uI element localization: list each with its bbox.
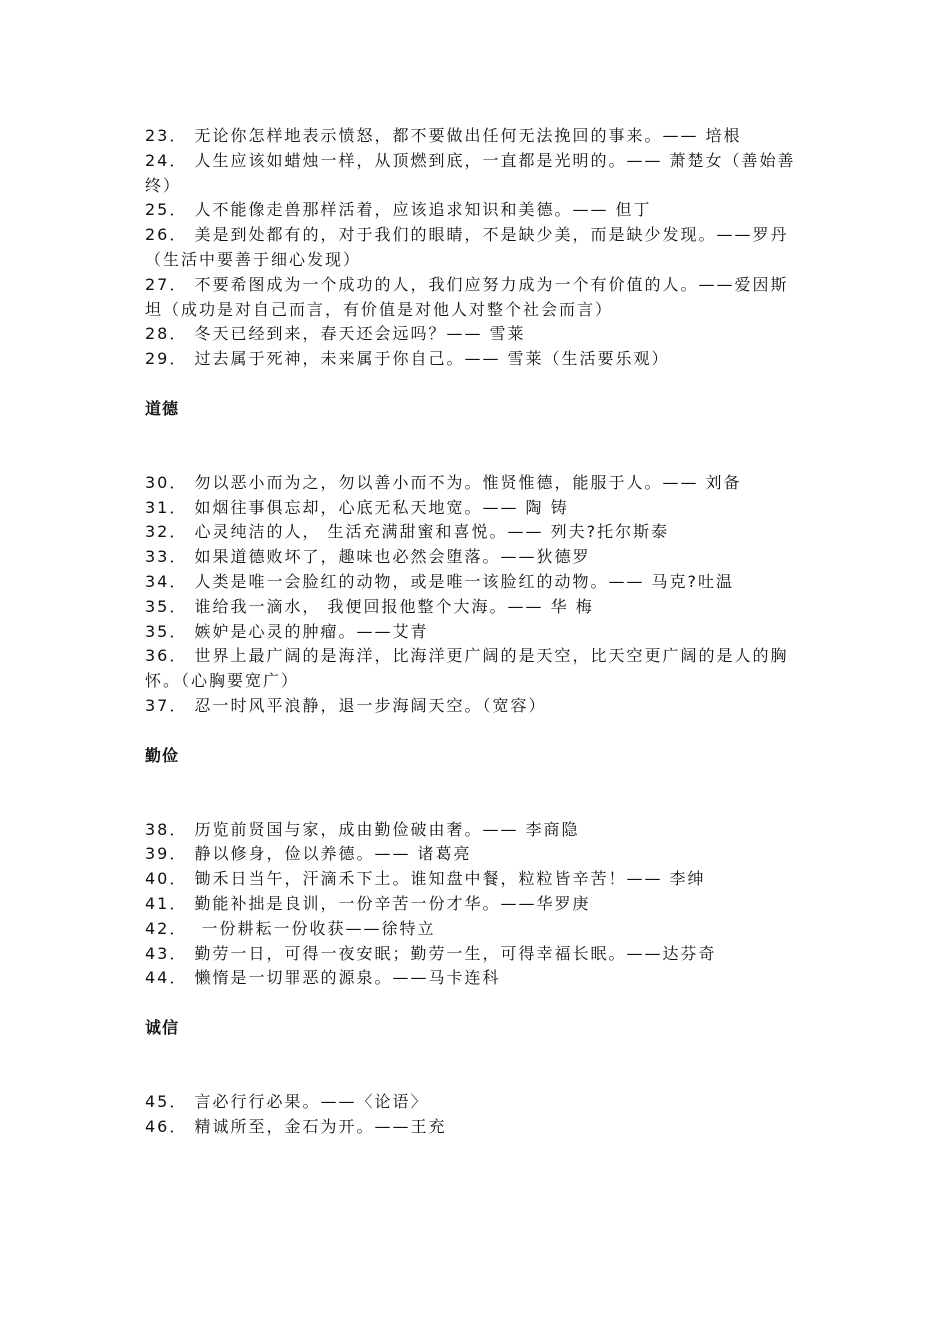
document-body bbox=[145, 124, 805, 1140]
section-heading-thrift: 勤俭 bbox=[145, 745, 180, 765]
quote-line: 24． 人生应该如蜡烛一样，从顶燃到底，一直都是光明的。—— 萧楚女（善始善终） bbox=[145, 150, 796, 195]
quote-line: 29． 过去属于死神，未来属于你自己。—— 雪莱（生活要乐观） bbox=[145, 349, 670, 369]
quote-line: 46． 精诚所至，金石为开。——王充 bbox=[145, 1116, 447, 1136]
quote-line: 41． 勤能补拙是良训，一份辛苦一份才华。——华罗庚 bbox=[145, 893, 591, 913]
quote-section-thrift bbox=[145, 818, 805, 992]
quote-line: 44． 懒惰是一切罪恶的源泉。——马卡连科 bbox=[145, 968, 501, 988]
quote-line: 33． 如果道德败坏了，趣味也必然会堕落。——狄德罗 bbox=[145, 547, 591, 567]
section-heading-morality: 道德 bbox=[145, 398, 180, 418]
quote-line: 35． 谁给我一滴水， 我便回报他整个大海。—— 华 梅 bbox=[145, 596, 594, 616]
quote-line: 35． 嫉妒是心灵的肿瘤。——艾青 bbox=[145, 621, 429, 641]
quote-line: 30． 勿以恶小而为之，勿以善小而不为。惟贤惟德，能服于人。—— 刘备 bbox=[145, 472, 742, 492]
quote-line: 28． 冬天已经到来，春天还会远吗？—— 雪莱 bbox=[145, 324, 526, 344]
quote-line: 37． 忍一时风平浪静，退一步海阔天空。（宽容） bbox=[145, 695, 547, 715]
quote-line: 26． 美是到处都有的，对于我们的眼睛，不是缺少美，而是缺少发现。——罗丹（生活中要善于细心发现） bbox=[145, 225, 789, 269]
quote-line: 43． 勤劳一日，可得一夜安眠；勤劳一生，可得幸福长眠。——达芬奇 bbox=[145, 943, 717, 963]
quote-line: 40． 锄禾日当午，汗滴禾下土。谁知盘中餐，粒粒皆辛苦！—— 李绅 bbox=[145, 869, 706, 889]
quote-line: 36． 世界上最广阔的是海洋，比海洋更广阔的是天空，比天空更广阔的是人的胸怀。（心胸要宽广） bbox=[145, 646, 789, 691]
quote-line: 38． 历览前贤国与家，成由勤俭破由奢。—— 李商隐 bbox=[145, 819, 580, 839]
quote-line: 31． 如烟往事俱忘却，心底无私天地宽。—— 陶 铸 bbox=[145, 497, 569, 517]
quote-section-general bbox=[145, 124, 805, 372]
quote-line: 34． 人类是唯一会脸红的动物，或是唯一该脸红的动物。—— 马克?吐温 bbox=[145, 571, 735, 591]
quote-line: 23． 无论你怎样地表示愤怒，都不要做出任何无法挽回的事来。—— 培根 bbox=[145, 126, 742, 145]
quote-section-integrity bbox=[145, 1090, 805, 1140]
quote-line: 32． 心灵纯洁的人， 生活充满甜蜜和喜悦。—— 列夫?托尔斯泰 bbox=[145, 522, 670, 542]
quote-line: 42． 一份耕耘一份收获——徐特立 bbox=[145, 918, 436, 938]
section-heading-integrity: 诚信 bbox=[145, 1018, 180, 1038]
quote-line: 25． 人不能像走兽那样活着，应该追求知识和美德。—— 但丁 bbox=[145, 200, 652, 220]
quote-section-morality bbox=[145, 471, 805, 719]
quote-line: 39． 静以修身，俭以养德。—— 诸葛亮 bbox=[145, 844, 472, 864]
quote-line: 45． 言必行行必果。——〈论语〉 bbox=[145, 1091, 429, 1111]
quote-line: 27． 不要希图成为一个成功的人，我们应努力成为一个有价值的人。——爱因斯坦（成功是对自己而言，有价值是对他人对整个社会而言） bbox=[145, 274, 789, 319]
